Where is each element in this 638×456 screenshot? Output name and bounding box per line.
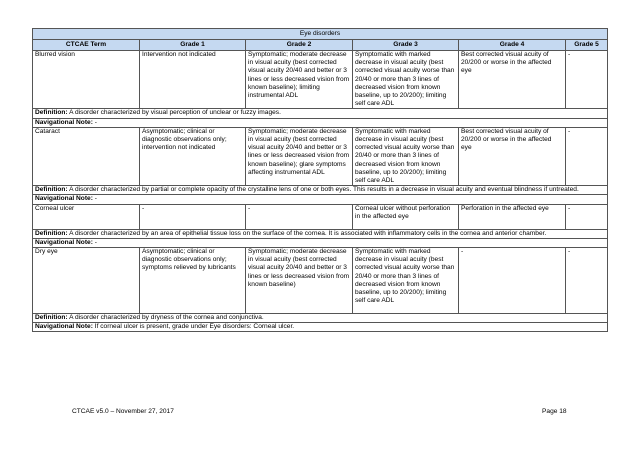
- nav-note-text: -: [94, 195, 97, 203]
- grade-4-cell: Best corrected visual acuity of 20/200 or worse in the affected eye: [459, 127, 566, 185]
- table-row: [33, 51, 608, 109]
- term-group-cataract: [33, 127, 608, 204]
- grade-5-cell: -: [566, 204, 608, 229]
- term-group-dry-eye: [33, 248, 608, 332]
- nav-note-label: Navigational Note:: [35, 118, 93, 126]
- column-header-grade-4: Grade 4: [459, 40, 566, 51]
- grade-2-cell: Symptomatic; moderate decrease in visual acuity (best corrected visual acuity 20/40 and better or 3 lines or less decreased vision from known baseline); limiting instrumental ADL: [246, 51, 353, 109]
- grade-4-cell: Best corrected visual acuity of 20/200 or worse in the affected eye: [459, 51, 566, 109]
- definition-row: [33, 229, 608, 238]
- navigational-note-row: [33, 118, 608, 127]
- nav-note-label: Navigational Note:: [35, 195, 93, 203]
- definition-row: [33, 109, 608, 118]
- definition-label: Definition:: [35, 186, 68, 194]
- eye-disorders-table: [32, 28, 608, 332]
- table-row: [33, 127, 608, 185]
- navigational-note-row: [33, 195, 608, 204]
- term-group-corneal-ulcer: [33, 204, 608, 247]
- grade-3-cell: Symptomatic with marked decrease in visual acuity (best corrected visual acuity worse than 20/40 or more than 3 lines of decreased vision from known baseline, up to 20/200); limiting self care ADL: [353, 248, 459, 314]
- term-cell: Corneal ulcer: [33, 204, 140, 229]
- column-header-grade-2: Grade 2: [246, 40, 353, 51]
- table-title: Eye disorders: [33, 29, 608, 40]
- definition-row: [33, 186, 608, 195]
- grade-4-cell: Perforation in the affected eye: [459, 204, 566, 229]
- definition-text: A disorder characterized by partial or complete opacity of the crystalline lens of one or both eyes. This results in a decrease in visual acuity and eventual blindness if untreated.: [69, 186, 579, 194]
- column-header-grade-3: Grade 3: [353, 40, 459, 51]
- definition-text: A disorder characterized by visual perception of unclear or fuzzy images.: [69, 109, 281, 117]
- grade-4-cell: -: [459, 248, 566, 314]
- column-header-grade-5: Grade 5: [566, 40, 608, 51]
- grade-3-cell: Symptomatic with marked decrease in visual acuity (best corrected visual acuity worse than 20/40 or more than 3 lines of decreased vision from known baseline, up to 20/200); limiting self care ADL: [353, 127, 459, 185]
- definition-row: [33, 314, 608, 323]
- grade-2-cell: -: [246, 204, 353, 229]
- term-cell: Blurred vision: [33, 51, 140, 109]
- grade-1-cell: Intervention not indicated: [140, 51, 246, 109]
- nav-note-label: Navigational Note:: [35, 238, 93, 246]
- definition-text: A disorder characterized by dryness of the cornea and conjunctiva.: [69, 314, 264, 322]
- nav-note-text: If corneal ulcer is present, grade under Eye disorders: Corneal ulcer.: [94, 323, 295, 331]
- grade-5-cell: -: [566, 248, 608, 314]
- definition-text: A disorder characterized by an area of epithelial tissue loss on the surface of the cornea. It is associated with inflammatory cells in the cornea and anterior chamber.: [69, 229, 547, 237]
- grade-5-cell: -: [566, 51, 608, 109]
- navigational-note-row: [33, 238, 608, 247]
- definition-label: Definition:: [35, 229, 68, 237]
- nav-note-text: -: [94, 238, 97, 246]
- grade-1-cell: -: [140, 204, 246, 229]
- column-header-term: CTCAE Term: [33, 40, 140, 51]
- grade-3-cell: Corneal ulcer without perforation in the affected eye: [353, 204, 459, 229]
- definition-label: Definition:: [35, 314, 68, 322]
- footer-page-number: Page 18: [542, 408, 567, 415]
- navigational-note-row: [33, 323, 608, 332]
- grade-2-cell: Symptomatic; moderate decrease in visual acuity (best corrected visual acuity 20/40 and better or 3 lines or less decreased vision from known baseline); glare symptoms affecting instrumental ADL: [246, 127, 353, 185]
- term-cell: Cataract: [33, 127, 140, 185]
- table-row: [33, 248, 608, 314]
- nav-note-text: -: [94, 118, 97, 126]
- grade-5-cell: -: [566, 127, 608, 185]
- column-header-grade-1: Grade 1: [140, 40, 246, 51]
- table-row: [33, 204, 608, 229]
- grade-1-cell: Asymptomatic; clinical or diagnostic observations only; symptoms relieved by lubricants: [140, 248, 246, 314]
- term-cell: Dry eye: [33, 248, 140, 314]
- term-group-blurred-vision: [33, 51, 608, 128]
- footer-version: CTCAE v5.0 – November 27, 2017: [72, 408, 174, 415]
- grade-2-cell: Symptomatic; moderate decrease in visual acuity (best corrected visual acuity 20/40 and better or 3 lines or less decreased vision from known baseline): [246, 248, 353, 314]
- nav-note-label: Navigational Note:: [35, 323, 93, 331]
- definition-label: Definition:: [35, 109, 68, 117]
- grade-3-cell: Symptomatic with marked decrease in visual acuity (best corrected visual acuity worse than 20/40 or more than 3 lines of decreased vision from known baseline, up to 20/200); limiting self care ADL: [353, 51, 459, 109]
- grade-1-cell: Asymptomatic; clinical or diagnostic observations only; intervention not indicated: [140, 127, 246, 185]
